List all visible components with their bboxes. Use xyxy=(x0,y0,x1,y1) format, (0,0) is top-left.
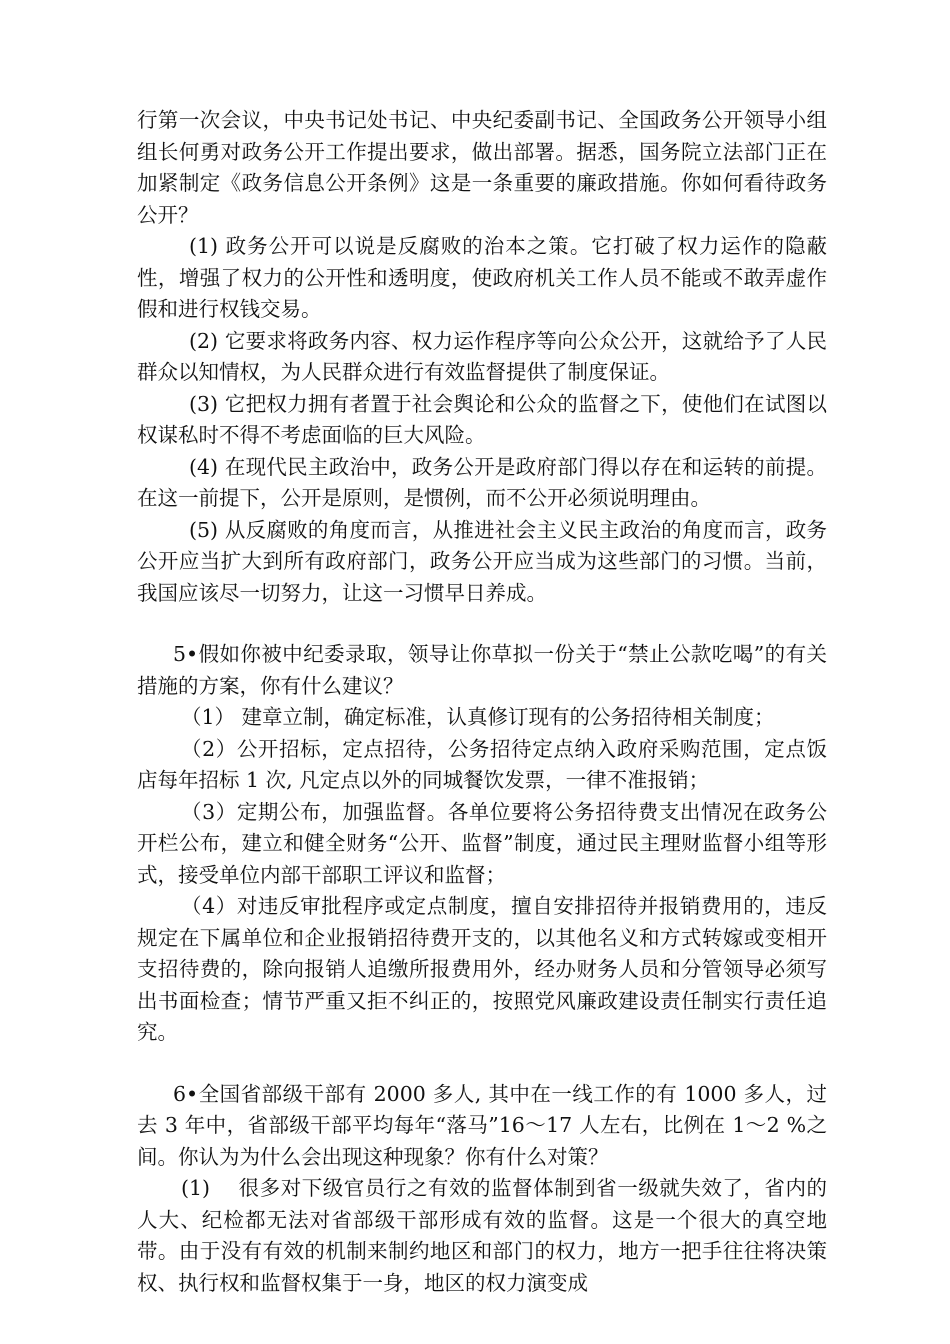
question-5-answer-2: （2）公开招标，定点招待，公务招待定点纳入政府采购范围，定点饭店每年招标 1 次, 凡定点以外的同城餐饮发票，一律不准报销； xyxy=(137,736,827,792)
open-gov-answer-2: (2) 它要求将政务内容、权力运作程序等向公众公开，这就给予了人民群众以知情权，为人民群众进行有效监督提供了制度保证。 xyxy=(137,328,827,384)
question-5: 5•假如你被中纪委录取，领导让你草拟一份关于“禁止公款吃喝”的有关措施的方案，你有什么建议？ xyxy=(137,642,827,698)
open-gov-answer-5: (5) 从反腐败的角度而言，从推进社会主义民主政治的角度而言，政务公开应当扩大到所有政府部门，政务公开应当成为这些部门的习惯。当前，我国应该尽一切努力，让这一习惯早日养成。 xyxy=(137,517,827,605)
intro-paragraph: 行第一次会议，中央书记处书记、中央纪委副书记、全国政务公开领导小组组长何勇对政务公开工作提出要求，做出部署。据悉，国务院立法部门正在加紧制定《政务信息公开条例》这是一条重要的廉政措施。你如何看待政务公开？ xyxy=(137,108,827,227)
document-page xyxy=(137,105,827,1299)
question-5-answer-3: （3）定期公布，加强监督。各单位要将公务招待费支出情况在政务公开栏公布，建立和健全财务“公开、监督”制度，通过民主理财监督小组等形式，接受单位内部干部职工评议和监督； xyxy=(137,799,827,887)
open-gov-answer-4: (4) 在现代民主政治中，政务公开是政府部门得以存在和运转的前提。在这一前提下，公开是原则，是惯例，而不公开必须说明理由。 xyxy=(137,454,827,510)
question-6-answer-1: (1) 很多对下级官员行之有效的监督体制到省一级就失效了，省内的人大、纪检都无法对省部级干部形成有效的监督。这是一个很大的真空地带。由于没有有效的机制来制约地区和部门的权力，地方一把手往往将决策权、执行权和监督权集于一身，地区的权力演变成 xyxy=(137,1176,827,1295)
open-gov-answer-1: (1) 政务公开可以说是反腐败的治本之策。它打破了权力运作的隐蔽性，增强了权力的公开性和透明度，使政府机关工作人员不能或不敢弄虚作假和进行权钱交易。 xyxy=(137,234,827,321)
question-5-answer-1: （1） 建章立制，确定标准，认真修订现有的公务招待相关制度； xyxy=(181,705,775,729)
question-6: 6•全国省部级干部有 2000 多人, 其中在一线工作的有 1000 多人，过去 3 年中，省部级干部平均每年“落马”16〜17 人左右，比例在 1〜2 %之间。你认为为什么会出现这种现象？你有什么对策？ xyxy=(137,1081,827,1169)
question-5-answer-4: （4）对违反审批程序或定点制度，擅自安排招待并报销费用的，违反规定在下属单位和企业报销招待费开支的，以其他名义和方式转嫁或变相开支招待费的，除向报销人追缴所报费用外，经办财务人员和分管领导必须写出书面检查；情节严重又拒不纠正的，按照党风廉政建设责任制实行责任追究。 xyxy=(137,894,827,1044)
open-gov-answer-3: (3) 它把权力拥有者置于社会舆论和公众的监督之下，使他们在试图以权谋私时不得不考虑面临的巨大风险。 xyxy=(137,391,827,447)
